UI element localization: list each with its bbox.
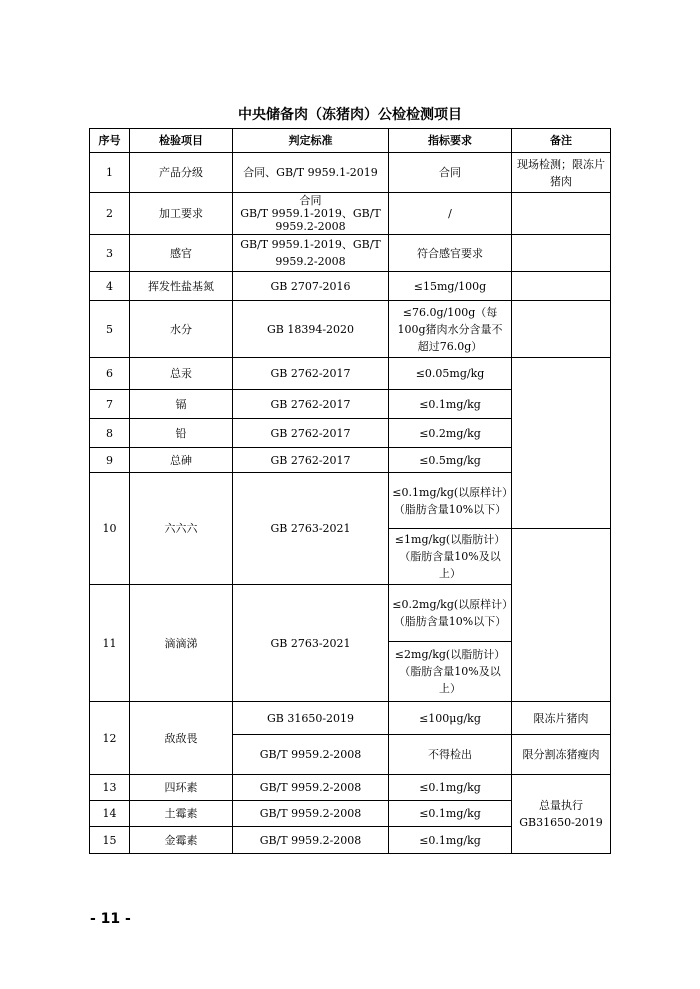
note xyxy=(512,272,611,301)
requirement: ≤76.0g/100g（每100g猪肉水分含量不超过76.0g） xyxy=(389,301,512,358)
row-number: 8 xyxy=(90,419,130,448)
requirement: ≤1mg/kg(以脂肪计）（脂肪含量10%及以上） xyxy=(389,529,512,585)
table-row xyxy=(90,193,611,235)
note xyxy=(512,193,611,235)
header-requirement: 指标要求 xyxy=(389,129,512,153)
row-number: 10 xyxy=(90,473,130,585)
requirement: ≤2mg/kg(以脂肪计）（脂肪含量10%及以上） xyxy=(389,642,512,702)
test-item: 产品分级 xyxy=(130,153,233,193)
row-number: 5 xyxy=(90,301,130,358)
header-note: 备注 xyxy=(512,129,611,153)
test-item: 感官 xyxy=(130,235,233,272)
inspection-table xyxy=(89,128,611,854)
header-row xyxy=(90,129,611,153)
requirement: ≤0.2mg/kg(以原样计）（脂肪含量10%以下） xyxy=(389,585,512,642)
requirement: ≤0.2mg/kg xyxy=(389,419,512,448)
standard: GB/T 9959.2-2008 xyxy=(233,735,389,775)
test-item: 土霉素 xyxy=(130,801,233,827)
test-item: 水分 xyxy=(130,301,233,358)
requirement: ≤0.1mg/kg xyxy=(389,801,512,827)
note xyxy=(512,358,611,529)
note: 现场检测；限冻片猪肉 xyxy=(512,153,611,193)
header-no: 序号 xyxy=(90,129,130,153)
test-item: 加工要求 xyxy=(130,193,233,235)
note xyxy=(512,529,611,702)
requirement: 符合感官要求 xyxy=(389,235,512,272)
row-number: 6 xyxy=(90,358,130,390)
standard: GB 2707-2016 xyxy=(233,272,389,301)
test-item: 镉 xyxy=(130,390,233,419)
requirement: ≤15mg/100g xyxy=(389,272,512,301)
table-row xyxy=(90,775,611,801)
requirement: / xyxy=(389,193,512,235)
test-item: 六六六 xyxy=(130,473,233,585)
test-item: 四环素 xyxy=(130,775,233,801)
standard: GB 2763-2021 xyxy=(233,473,389,585)
note xyxy=(512,235,611,272)
row-number: 13 xyxy=(90,775,130,801)
test-item: 挥发性盐基氮 xyxy=(130,272,233,301)
standard: GB 31650-2019 xyxy=(233,702,389,735)
requirement: ≤0.05mg/kg xyxy=(389,358,512,390)
standard: GB/T 9959.2-2008 xyxy=(233,827,389,854)
row-number: 11 xyxy=(90,585,130,702)
requirement: ≤0.1mg/kg xyxy=(389,390,512,419)
standard: GB 2762-2017 xyxy=(233,448,389,473)
row-number: 4 xyxy=(90,272,130,301)
requirement: 合同 xyxy=(389,153,512,193)
note: 限冻片猪肉 xyxy=(512,702,611,735)
table-row xyxy=(90,235,611,272)
row-number: 9 xyxy=(90,448,130,473)
standard: GB 18394-2020 xyxy=(233,301,389,358)
standard: GB 2763-2021 xyxy=(233,585,389,702)
header-standard: 判定标准 xyxy=(233,129,389,153)
document-title: 中央储备肉（冻猪肉）公检检测项目 xyxy=(238,107,462,123)
standard: 合同、GB/T 9959.1-2019 xyxy=(233,153,389,193)
standard: GB 2762-2017 xyxy=(233,358,389,390)
page-number: - 11 - xyxy=(90,911,131,927)
table-row xyxy=(90,358,611,390)
table-row xyxy=(90,153,611,193)
row-number: 2 xyxy=(90,193,130,235)
standard: GB/T 9959.2-2008 xyxy=(233,775,389,801)
standard: GB/T 9959.2-2008 xyxy=(233,801,389,827)
standard: 合同 GB/T 9959.1-2019、GB/T 9959.2-2008 xyxy=(233,193,389,235)
row-number: 12 xyxy=(90,702,130,775)
requirement: ≤0.1mg/kg xyxy=(389,827,512,854)
test-item: 金霉素 xyxy=(130,827,233,854)
requirement: ≤0.1mg/kg xyxy=(389,775,512,801)
table-row xyxy=(90,272,611,301)
row-number: 15 xyxy=(90,827,130,854)
header-item: 检验项目 xyxy=(130,129,233,153)
test-item: 敌敌畏 xyxy=(130,702,233,775)
row-number: 14 xyxy=(90,801,130,827)
table-row xyxy=(90,301,611,358)
standard: GB/T 9959.1-2019、GB/T 9959.2-2008 xyxy=(233,235,389,272)
test-item: 铅 xyxy=(130,419,233,448)
test-item: 总汞 xyxy=(130,358,233,390)
row-number: 3 xyxy=(90,235,130,272)
requirement: ≤100μg/kg xyxy=(389,702,512,735)
requirement: ≤0.5mg/kg xyxy=(389,448,512,473)
note xyxy=(512,301,611,358)
requirement: 不得检出 xyxy=(389,735,512,775)
test-item: 滴滴涕 xyxy=(130,585,233,702)
note: 总量执行GB31650-2019 xyxy=(512,775,611,854)
note: 限分割冻猪瘦肉 xyxy=(512,735,611,775)
requirement: ≤0.1mg/kg(以原样计）（脂肪含量10%以下） xyxy=(389,473,512,529)
standard: GB 2762-2017 xyxy=(233,390,389,419)
row-number: 7 xyxy=(90,390,130,419)
table-row xyxy=(90,702,611,735)
standard: GB 2762-2017 xyxy=(233,419,389,448)
test-item: 总砷 xyxy=(130,448,233,473)
row-number: 1 xyxy=(90,153,130,193)
